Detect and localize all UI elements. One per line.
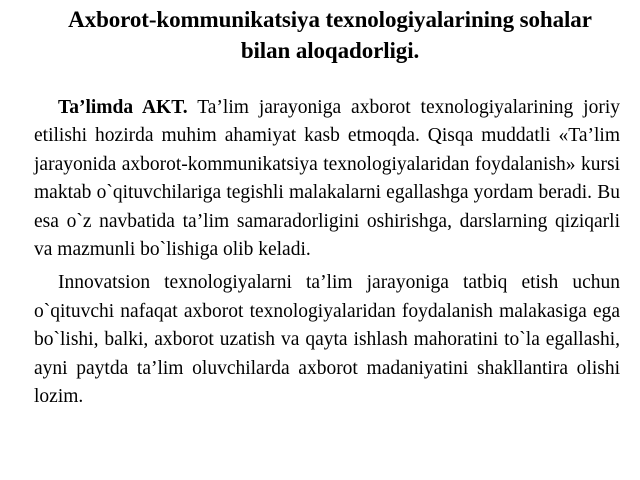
slide-body: [34, 94, 620, 416]
paragraph-ict-in-education: [34, 94, 620, 264]
paragraph-innovative-technologies: [34, 269, 620, 411]
paragraph-lead-heading: Ta’limda AKT.: [58, 97, 188, 118]
paragraph-text: Innovatsion texnologiyalarni ta’lim jarayoniga tatbiq etish uchun o`qituvchi nafaqat axborot texnologiyalaridan foydalanish malakasiga ega bo`lishi, balki, axborot uzatish va qayta ishlash mahoratini to`la egallashi, ayni paytda ta’lim oluvchilarda axborot madaniyatini shakllantira olishi lozim.: [34, 272, 620, 408]
paragraph-text: Ta’lim jarayoniga axborot texnologiyalarining joriy etilishi hozirda muhim ahamiyat kasb etmoqda. Qisqa muddatli «Ta’lim jarayonida axborot-kommunikatsiya texnologiyalaridan foydalanish» kursi maktab o`qituvchilariga tegishli malakalarni egallashga yordam beradi. Bu esa o`z navbatida ta’lim samaradorligini oshirishga, darslarning qiziqarli va mazmunli bo`lishiga olib keladi.: [34, 97, 620, 261]
slide-title: Axborot-kommunikatsiya texnologiyalarining sohalar bilan aloqadorligi.: [68, 7, 592, 63]
